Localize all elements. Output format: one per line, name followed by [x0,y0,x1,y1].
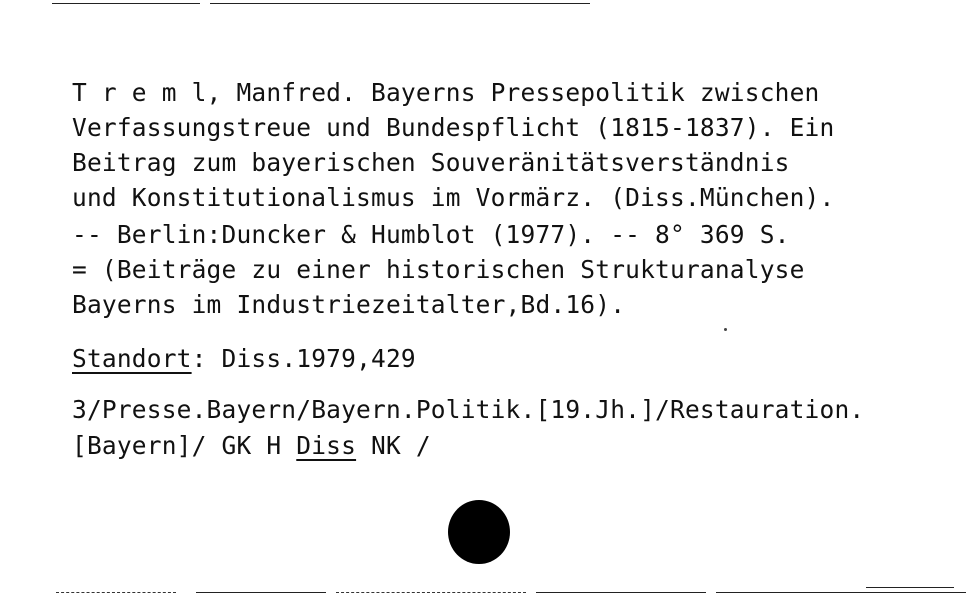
bottom-rule-1 [56,592,176,593]
bottom-rule-6 [866,587,954,588]
location-colon: : [191,344,207,373]
entry-line-1: T r e m l, Manfred. Bayerns Pressepolitik zwischen [72,78,820,107]
top-rule-right [210,3,590,4]
bottom-rule-4 [536,592,706,593]
location-line [72,344,416,374]
location-label: Standort [72,344,192,373]
entry-line-7: Bayerns im Industriezeitalter,Bd.16). [72,290,626,319]
subject-line-1: 3/Presse.Bayern/Bayern.Politik.[19.Jh.]/Restauration. [72,395,865,424]
subject-line-2-suffix: NK / [356,431,431,460]
punch-hole [448,500,510,564]
bottom-rule-3 [336,592,526,593]
subject-diss-underlined: Diss [296,431,357,460]
entry-line-3: Beitrag zum bayerischen Souveränitätsverständnis [72,148,790,177]
subject-line-2 [72,431,431,461]
entry-line-5: -- Berlin:Duncker & Humblot (1977). -- 8° 369 S. [72,220,790,249]
bottom-rule-5 [716,592,966,593]
bottom-rule-2 [196,592,326,593]
entry-line-6: = (Beiträge zu einer historischen Strukturanalyse [72,255,805,284]
entry-line-4: und Konstitutionalismus im Vormärz. (Diss.München). [72,183,835,212]
top-rule-left [52,3,200,4]
subject-line-2-prefix: [Bayern]/ GK H [72,431,297,460]
location-value: Diss.1979,429 [206,344,416,373]
entry-line-2: Verfassungstreue und Bundespflicht (1815-1837). Ein [72,113,835,142]
ink-speck [724,328,727,331]
